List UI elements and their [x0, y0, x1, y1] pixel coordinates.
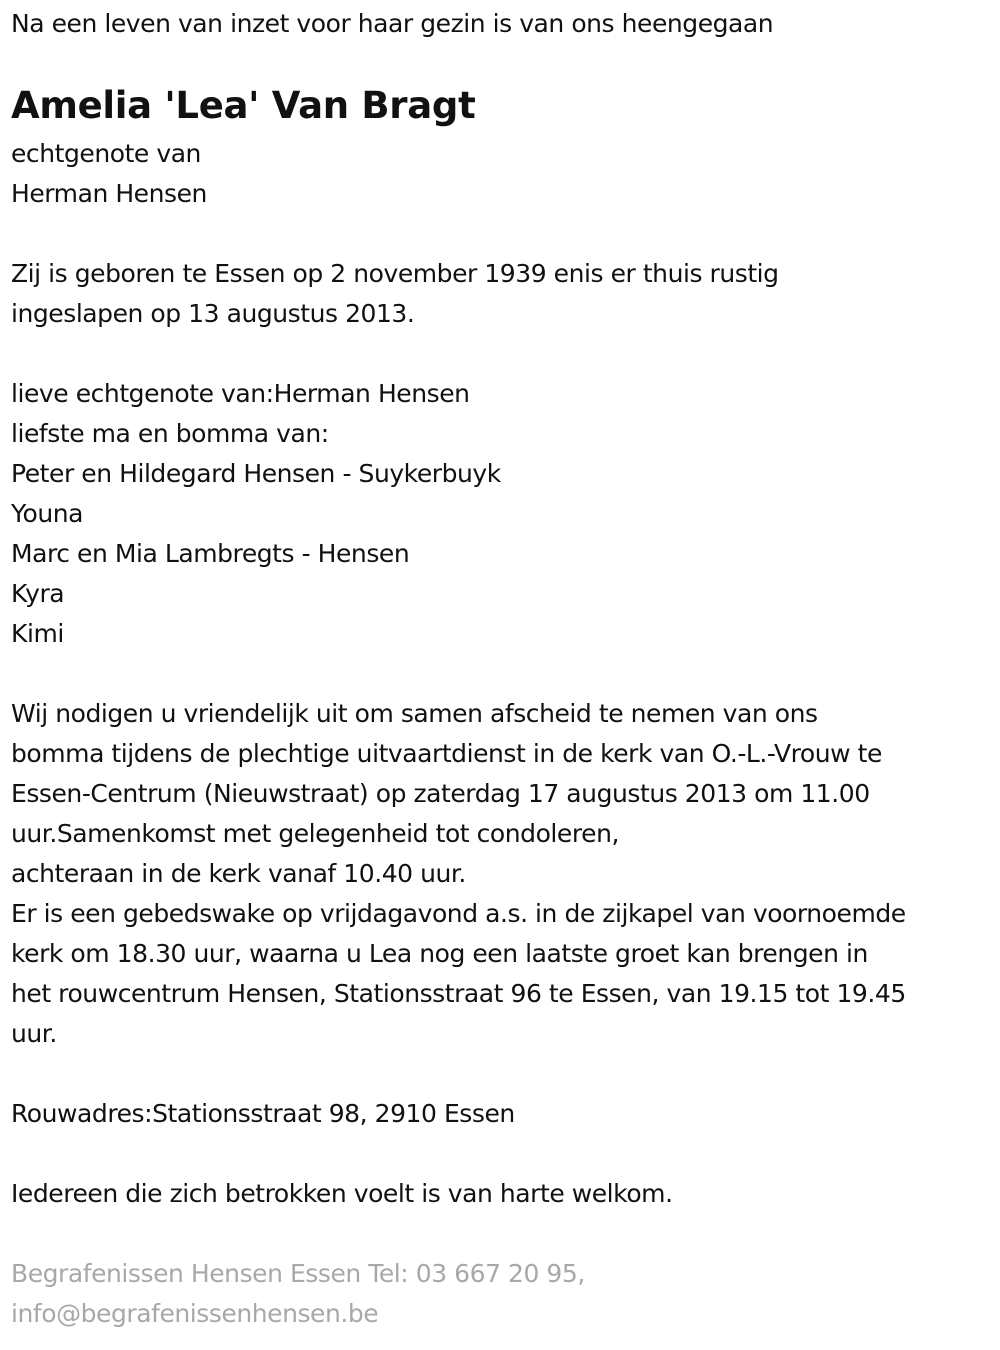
welcome-note — [11, 1174, 673, 1214]
service-paragraph — [11, 694, 906, 1054]
service-line: Essen-Centrum (Nieuwstraat) op zaterdag 17 augustus 2013 om 11.00 — [11, 779, 870, 808]
welcome-line: Iedereen die zich betrokken voelt is van harte welkom. — [11, 1179, 673, 1208]
mourning-address — [11, 1094, 515, 1134]
family-line: lieve echtgenote van:Herman Hensen — [11, 379, 470, 408]
funeral-home-phone: Begrafenissen Hensen Essen Tel: 03 667 20 95, — [11, 1259, 585, 1288]
birth-death-paragraph — [11, 254, 779, 334]
family-line: liefste ma en bomma van: — [11, 419, 329, 448]
spouse-name: Herman Hensen — [11, 179, 207, 208]
service-line: kerk om 18.30 uur, waarna u Lea nog een laatste groet kan brengen in — [11, 939, 868, 968]
funeral-home-footer — [11, 1254, 585, 1334]
spouse-label: echtgenote van — [11, 139, 201, 168]
service-line: het rouwcentrum Hensen, Stationsstraat 96 te Essen, van 19.15 tot 19.45 — [11, 979, 906, 1008]
spouse-block — [11, 134, 207, 214]
service-line: Er is een gebedswake op vrijdagavond a.s. in de zijkapel van voornoemde — [11, 899, 906, 928]
service-line: uur. — [11, 1019, 57, 1048]
birth-line: ingeslapen op 13 augustus 2013. — [11, 299, 415, 328]
deceased-name: Amelia 'Lea' Van Bragt — [11, 84, 476, 127]
birth-line: Zij is geboren te Essen op 2 november 1939 enis er thuis rustig — [11, 259, 779, 288]
address-line: Rouwadres:Stationsstraat 98, 2910 Essen — [11, 1099, 515, 1128]
intro-text: Na een leven van inzet voor haar gezin is van ons heengegaan — [11, 9, 774, 38]
family-line: Youna — [11, 499, 84, 528]
service-line: bomma tijdens de plechtige uitvaartdienst in de kerk van O.-L.-Vrouw te — [11, 739, 882, 768]
service-line: achteraan in de kerk vanaf 10.40 uur. — [11, 859, 466, 888]
service-line: Wij nodigen u vriendelijk uit om samen afscheid te nemen van ons — [11, 699, 818, 728]
service-line: uur.Samenkomst met gelegenheid tot condoleren, — [11, 819, 619, 848]
family-line: Peter en Hildegard Hensen - Suykerbuyk — [11, 459, 501, 488]
family-list — [11, 374, 501, 654]
family-line: Kimi — [11, 619, 64, 648]
family-line: Kyra — [11, 579, 65, 608]
family-line: Marc en Mia Lambregts - Hensen — [11, 539, 410, 568]
funeral-home-email[interactable]: info@begrafenissenhensen.be — [11, 1299, 379, 1328]
